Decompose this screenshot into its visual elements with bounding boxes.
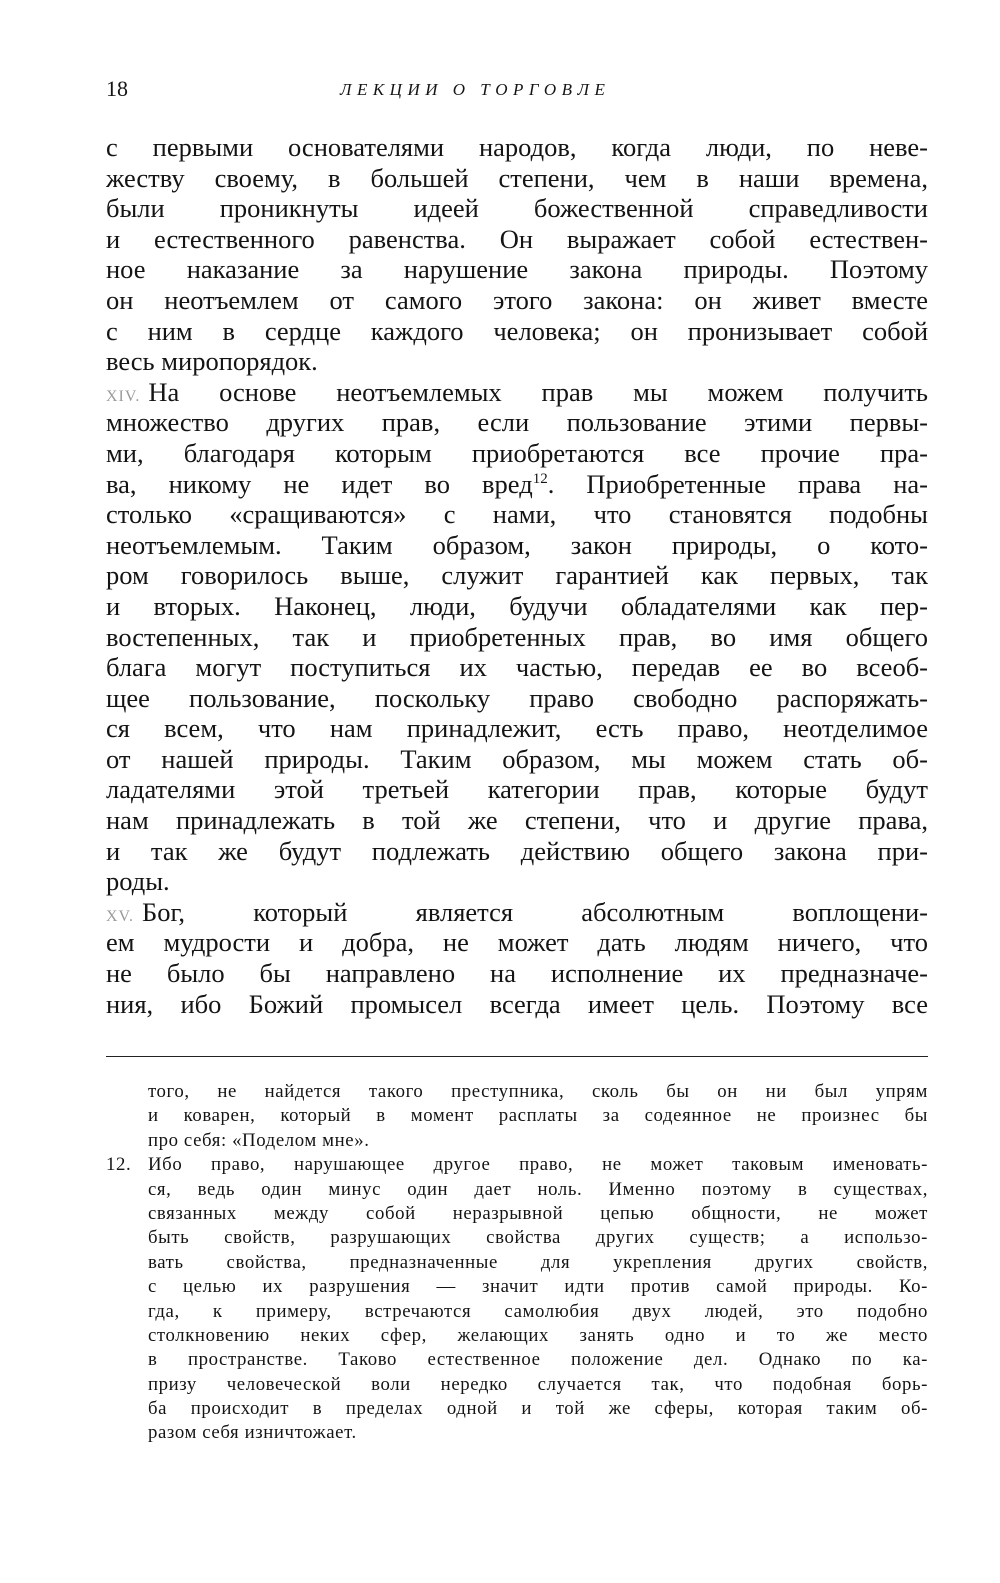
footnote-line: призу человеческой воли нередко случается так, что подобная борь-	[148, 1373, 928, 1395]
text-line: с первыми основателями народов, когда люди, по неве-	[106, 132, 928, 162]
text-line: ром говорилось выше, служит гарантией как первых, так	[106, 560, 928, 591]
text-line: востепенных, так и приобретенных прав, во имя общего	[106, 621, 928, 652]
footnote-line: связанных между собой неразрывной цепью общности, не может	[148, 1202, 928, 1224]
text-line: от нашей природы. Таким образом, мы можем стать об-	[106, 743, 928, 774]
footnote-line: быть свойств, разрушающих свойства других существ; а использо-	[148, 1227, 928, 1249]
text-line: блага могут поступиться их частью, передав ее во всеоб-	[106, 652, 928, 683]
text-line: и вторых. Наконец, люди, будучи обладателями как пер-	[106, 590, 928, 621]
footnote-line: разом себя изничтожает.	[148, 1422, 357, 1444]
text-line: нам принадлежать в той же степени, что и другие права,	[106, 805, 928, 836]
text-line	[106, 469, 928, 500]
footnote-line: ба происходит в пределах одной и той же сферы, которая таким об-	[148, 1398, 928, 1420]
footnote-line: про себя: «Поделом мне».	[148, 1129, 370, 1151]
section-marker: XIV.	[106, 387, 141, 405]
footnote-reference: 12	[532, 470, 548, 487]
paragraph-xiv	[106, 377, 928, 897]
footnote-line: ся, ведь один минус один дает ноль. Именно поэтому в существах,	[148, 1178, 928, 1200]
text-line: жеству своему, в большей степени, чем в наши времена,	[106, 162, 928, 193]
text-line: неотъемлемым. Таким образом, закон природы, о кото-	[106, 529, 928, 560]
text-line: он неотъемлем от самого этого закона: он живет вместе	[106, 284, 928, 315]
text-line: множество других прав, если пользование этими первы-	[106, 407, 928, 438]
line-text: Бог, который является абсолютным воплощени-	[142, 896, 928, 927]
text-line: ми, благодаря которым приобретаются все прочие пра-	[106, 437, 928, 468]
text-line: щее пользование, поскольку право свободно распоряжать-	[106, 682, 928, 713]
text-line	[106, 377, 928, 408]
text-line	[106, 897, 928, 928]
text-line: и естественного равенства. Он выражает собой естествен-	[106, 223, 928, 254]
text-line: ное наказание за нарушение закона природы. Поэтому	[106, 254, 928, 285]
footnote-line	[106, 1153, 928, 1177]
text-line: ся всем, что нам принадлежит, есть право, неотделимое	[106, 713, 928, 744]
text-line: не было бы направлено на исполнение их предназначе-	[106, 958, 928, 989]
page-number: 18	[106, 76, 128, 101]
text-line: ния, ибо Божий промысел всегда имеет цель. Поэтому все	[106, 988, 928, 1019]
text-line: ем мудрости и добра, не может дать людям ничего, что	[106, 927, 928, 958]
text-line: столько «сращиваются» с нами, что становятся подобны	[106, 499, 928, 530]
footnote-line: в пространстве. Таково естественное положение дел. Однако по ка-	[148, 1349, 928, 1371]
line-text: ва, никому не идет во вред	[106, 468, 533, 499]
footnote-continuation	[106, 1080, 928, 1153]
text-line: с ним в сердце каждого человека; он пронизывает собой	[106, 315, 928, 346]
text-line: были проникнуты идеей божественной справедливости	[106, 193, 928, 224]
footnotes	[106, 1080, 928, 1446]
footnote-line: того, не найдется такого преступника, сколь бы он ни был упрям	[148, 1081, 928, 1102]
footnote-line: гда, к примеру, встречаются самолюбия двух людей, это подобно	[148, 1300, 928, 1322]
line-text: . Приобретенные права на-	[547, 468, 928, 499]
footnote-line: столкновению неких сфер, желающих занять одно и то же место	[148, 1324, 928, 1346]
footnote-line: с целью их разрушения — значит идти против самой природы. Ко-	[148, 1276, 928, 1298]
footnote-line: и коварен, который в момент расплаты за содеянное не произнес бы	[148, 1105, 928, 1127]
line-text: На основе неотъемлемых прав мы можем получить	[148, 376, 928, 407]
footnote-12	[106, 1153, 928, 1446]
footnote-number: 12.	[106, 1154, 132, 1176]
paragraph-xv	[106, 897, 928, 1019]
paragraph	[106, 132, 928, 377]
text-line: роды.	[106, 866, 170, 897]
text-line: и так же будут подлежать действию общего закона при-	[106, 835, 928, 866]
section-marker: XV.	[106, 907, 135, 925]
running-title: ЛЕКЦИИ О ТОРГОВЛЕ	[340, 80, 611, 99]
text-line: ладателями этой третьей категории прав, которые будут	[106, 774, 928, 805]
text-line: весь миропорядок.	[106, 346, 318, 377]
main-text	[106, 132, 928, 1019]
footnote-divider	[106, 1056, 928, 1057]
line-text: Ибо право, нарушающее другое право, не может таковым именовать-	[148, 1154, 928, 1176]
running-header	[0, 76, 1000, 106]
footnote-line: вать свойства, предназначенные для укрепления других свойств,	[148, 1251, 928, 1273]
